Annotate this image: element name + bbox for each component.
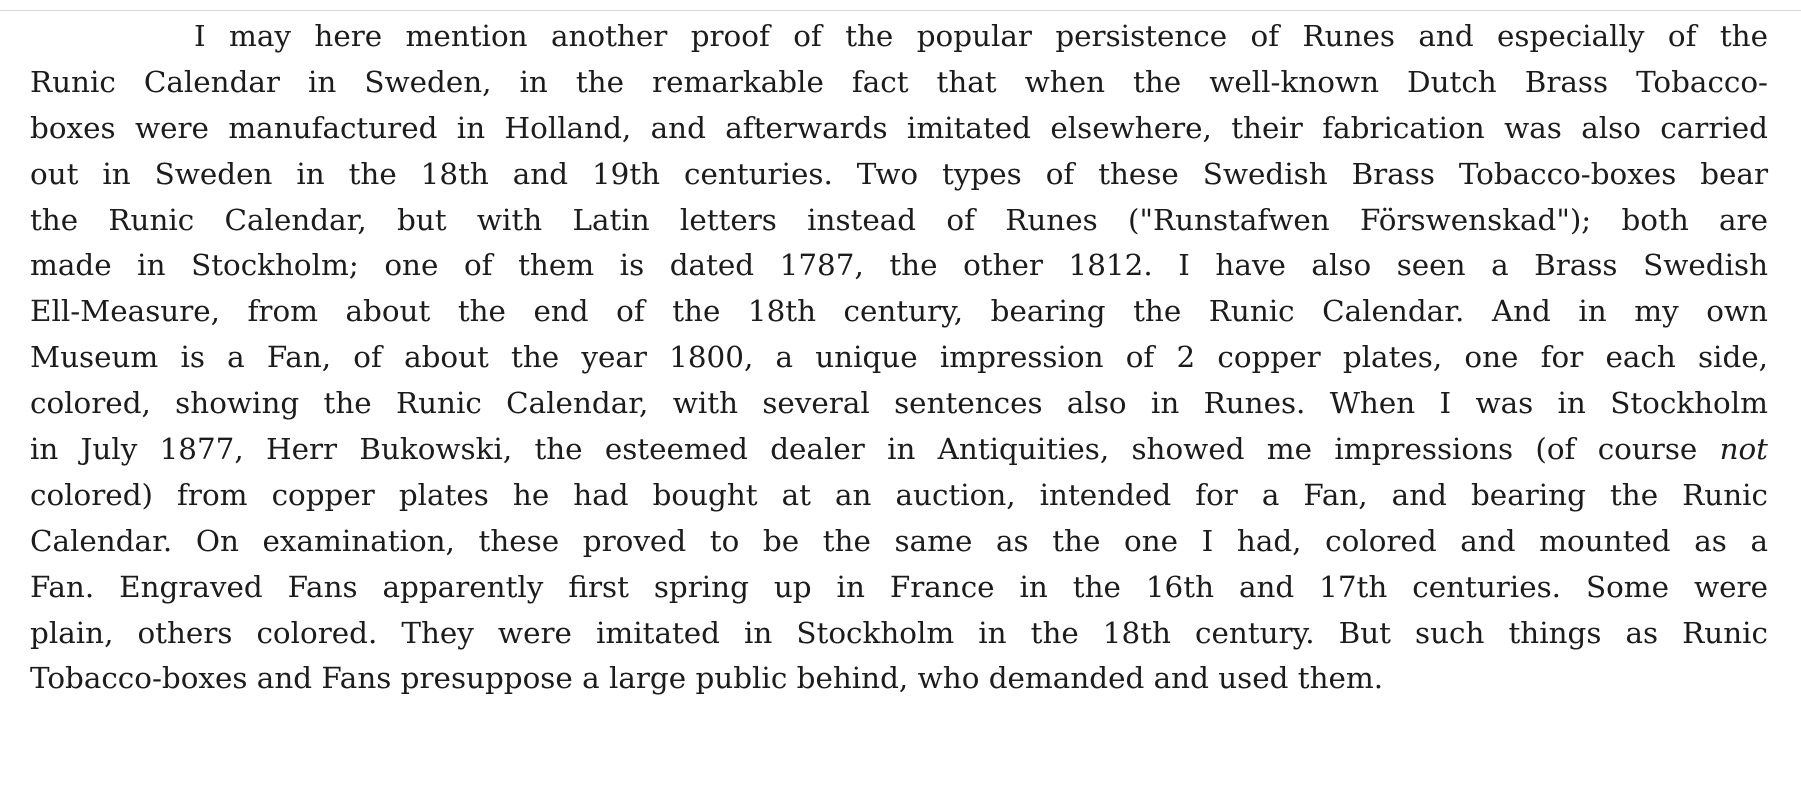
text-line-13: Fan. Engraved Fans apparently first spring up in France in the 16th and 17th centuries. Some were <box>30 569 1768 604</box>
text-line-7: Ell-Measure, from about the end of the 18th century, bearing the Runic Calendar. And in my own <box>30 294 1768 329</box>
text-line-12: Calendar. On examination, these proved to be the same as the one I had, colored and mounted as a <box>30 523 1768 558</box>
text-line-15: Tobacco-boxes and Fans presuppose a large public behind, who demanded and used them. <box>30 661 1384 696</box>
emphasis-not: not <box>1719 432 1768 467</box>
text-line-1: I may here mention another proof of the popular persistence of Runes and especially of the <box>194 19 1768 53</box>
text-line-11: colored) from copper plates he had bought at an auction, intended for a Fan, and bearing the Runic <box>30 477 1768 512</box>
text-line-8: Museum is a Fan, of about the year 1800, a unique impression of 2 copper plates, one for each side, <box>30 340 1768 375</box>
text-line-6: made in Stockholm; one of them is dated 1787, the other 1812. I have also seen a Brass Swedish <box>30 248 1768 283</box>
body-paragraph <box>30 14 1768 702</box>
text-line-14: plain, others colored. They were imitated in Stockholm in the 18th century. But such things as Runic <box>30 615 1768 650</box>
text-line-3: boxes were manufactured in Holland, and afterwards imitated elsewhere, their fabrication was also carried <box>30 110 1768 145</box>
text-line-2: Runic Calendar in Sweden, in the remarkable fact that when the well-known Dutch Brass Tobacco- <box>30 64 1768 99</box>
top-divider <box>0 10 1801 11</box>
text-line-9: colored, showing the Runic Calendar, with several sentences also in Runes. When I was in Stockholm <box>30 386 1768 421</box>
text-line-4: out in Sweden in the 18th and 19th centuries. Two types of these Swedish Brass Tobacco-boxes bear <box>30 156 1768 191</box>
text-line-10-main: in July 1877, Herr Bukowski, the esteemed dealer in Antiquities, showed me impressions (of course <box>30 432 1720 467</box>
text-line-5: the Runic Calendar, but with Latin letters instead of Runes ("Runstafwen Förswenskad"); both are <box>30 202 1768 237</box>
text-line-10 <box>30 427 1768 473</box>
